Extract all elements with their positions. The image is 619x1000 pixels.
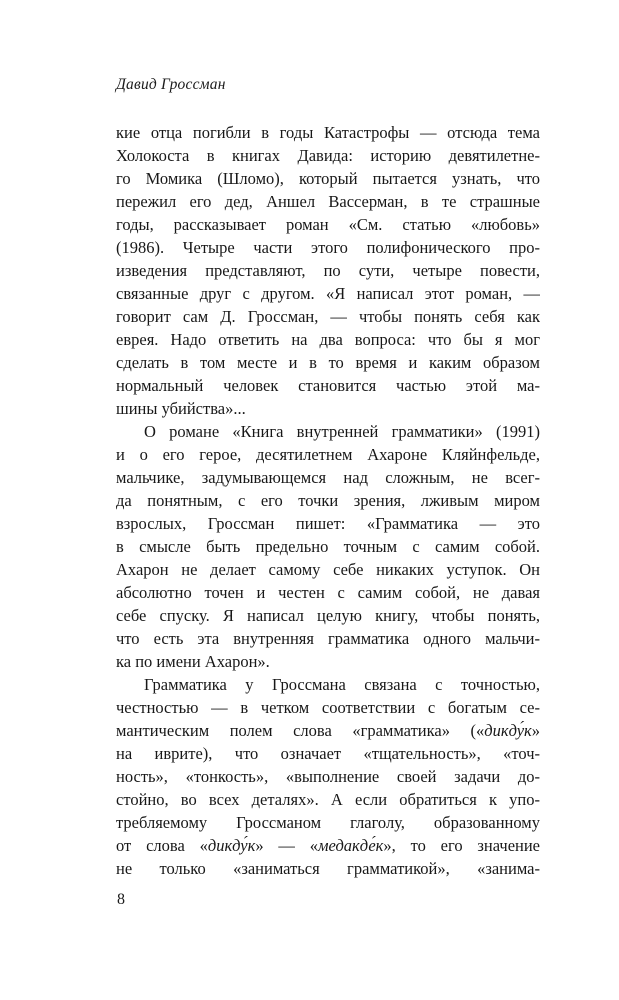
text-line <box>116 788 540 811</box>
text-segment: требляемому Гроссманом глаголу, образованному <box>116 813 540 832</box>
text-line <box>116 305 540 328</box>
text-segment: связанные друг с другом. «Я написал этот роман, — <box>116 284 540 303</box>
paragraph <box>116 673 540 880</box>
text-segment: что есть эта внутренняя грамматика одного мальчи- <box>116 629 540 648</box>
text-line <box>116 604 540 627</box>
text-line <box>116 581 540 604</box>
text-segment: ка по имени Ахарон». <box>116 652 270 671</box>
text-line <box>116 834 540 857</box>
text-segment: » <box>531 721 540 740</box>
text-line <box>116 650 540 673</box>
text-segment: Грамматика у Гроссмана связана с точностью, <box>144 675 540 694</box>
text-line <box>116 190 540 213</box>
text-segment: на иврите), что означает «тщательность», «точ- <box>116 744 540 763</box>
text-segment: в смысле быть предельно точным с самим собой. <box>116 537 540 556</box>
paragraph <box>116 420 540 673</box>
text-line <box>116 328 540 351</box>
text-line <box>116 213 540 236</box>
text-segment: и о его герое, десятилетнем Ахароне Кляйнфельде, <box>116 445 540 464</box>
text-segment: себе спуску. Я написал целую книгу, чтобы понять, <box>116 606 540 625</box>
text-segment: годы, рассказывает роман «См. статью «любовь» <box>116 215 540 234</box>
running-header: Давид Гроссман <box>116 76 226 93</box>
text-line <box>116 374 540 397</box>
text-line <box>116 765 540 788</box>
text-line <box>116 259 540 282</box>
text-line <box>116 558 540 581</box>
text-segment: еврея. Надо ответить на два вопроса: что бы я мог <box>116 330 540 349</box>
text-segment: взрослых, Гроссман пишет: «Грамматика — это <box>116 514 540 533</box>
emphasized-term: дикду́к <box>207 836 256 855</box>
text-line <box>116 420 540 443</box>
page-number: 8 <box>117 891 125 908</box>
text-line <box>116 144 540 167</box>
text-segment: Холокоста в книгах Давида: историю девятилетне- <box>116 146 540 165</box>
text-segment: мантическим полем слова «грамматика» (« <box>116 721 485 740</box>
text-segment: » — « <box>255 836 319 855</box>
text-line <box>116 282 540 305</box>
text-segment: сделать в том месте и в то время и каким образом <box>116 353 540 372</box>
text-line <box>116 811 540 834</box>
text-line <box>116 397 540 420</box>
text-segment: ность», «тонкость», «выполнение своей задачи до- <box>116 767 540 786</box>
text-line <box>116 443 540 466</box>
text-segment: да понятным, с его точки зрения, лживым миром <box>116 491 540 510</box>
text-line <box>116 512 540 535</box>
text-line <box>116 466 540 489</box>
text-segment: нормальный человек становится частью этой ма- <box>116 376 540 395</box>
text-segment: пережил его дед, Аншел Вассерман, в те страшные <box>116 192 540 211</box>
text-block <box>116 121 540 880</box>
text-line <box>116 121 540 144</box>
text-line <box>116 696 540 719</box>
text-segment: не только «заниматься грамматикой», «занима- <box>116 859 540 878</box>
text-segment: честностью — в четком соответствии с богатым се- <box>116 698 540 717</box>
text-line <box>116 351 540 374</box>
text-segment: изведения представляют, по сути, четыре повести, <box>116 261 540 280</box>
text-line <box>116 673 540 696</box>
text-line <box>116 627 540 650</box>
text-segment: кие отца погибли в годы Катастрофы — отсюда тема <box>116 123 540 142</box>
text-segment: от слова « <box>116 836 208 855</box>
text-segment: стойно, во всех деталях». А если обратиться к упо- <box>116 790 540 809</box>
emphasized-term: медакде́к <box>318 836 384 855</box>
text-segment: го Момика (Шломо), который пытается узнать, что <box>116 169 540 188</box>
text-line <box>116 857 540 880</box>
text-segment: говорит сам Д. Гроссман, — чтобы понять себя как <box>116 307 540 326</box>
text-line <box>116 535 540 558</box>
text-segment: абсолютно точен и честен с самим собой, не давая <box>116 583 540 602</box>
text-line <box>116 489 540 512</box>
text-segment: шины убийства»... <box>116 399 246 418</box>
text-line <box>116 719 540 742</box>
text-segment: », то его значение <box>383 836 540 855</box>
paragraph <box>116 121 540 420</box>
text-segment: Ахарон не делает самому себе никаких уступок. Он <box>116 560 540 579</box>
text-segment: О романе «Книга внутренней грамматики» (1991) <box>144 422 540 441</box>
text-line <box>116 742 540 765</box>
emphasized-term: дикду́к <box>484 721 532 740</box>
text-line <box>116 236 540 259</box>
text-segment: мальчике, задумывающемся над сложным, не всег- <box>116 468 540 487</box>
text-line <box>116 167 540 190</box>
text-segment: (1986). Четыре части этого полифонического про- <box>116 238 540 257</box>
